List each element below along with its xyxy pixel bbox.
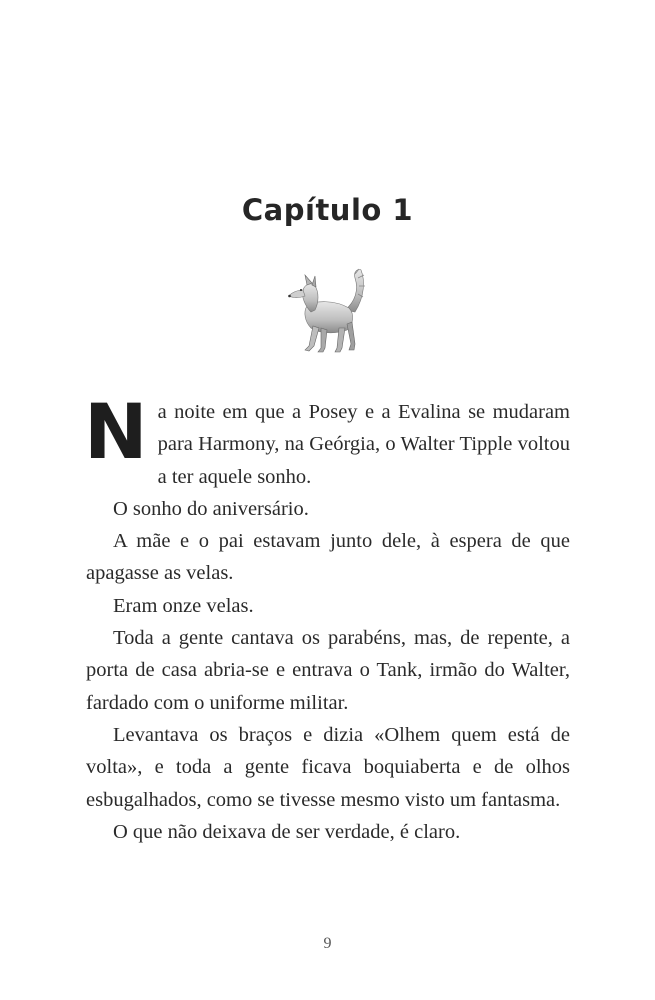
paragraph: O que não deixava de ser verdade, é claro. xyxy=(113,820,461,843)
paragraph-text: a noite em que a Posey e a Evalina se mudaram para Harmony, na Geórgia, o Walter Tipple voltou a ter aquele sonho. xyxy=(157,401,570,488)
drop-cap: N xyxy=(84,387,148,476)
chapter-body xyxy=(84,387,570,848)
paragraph: O sonho do aniversário. xyxy=(113,497,309,520)
paragraph: A mãe e o pai estavam junto dele, à espera de que apagasse as velas. xyxy=(86,530,570,585)
paragraph: Levantava os braços e dizia «Olhem quem está de volta», e toda a gente ficava boquiaberta e de olhos esbugalhados, como se tivesse mesmo visto um fantasma. xyxy=(86,723,570,811)
paragraph: Eram onze velas. xyxy=(113,594,254,617)
paragraph xyxy=(84,387,570,493)
paragraph: Toda a gente cantava os parabéns, mas, de repente, a porta de casa abria-se e entrava o Tank, irmão do Walter, fardado com o uniforme militar. xyxy=(86,627,570,714)
chapter-title: Capítulo 1 xyxy=(241,193,414,227)
page-number: 9 xyxy=(323,935,332,952)
dog-illustration-icon xyxy=(285,266,369,356)
